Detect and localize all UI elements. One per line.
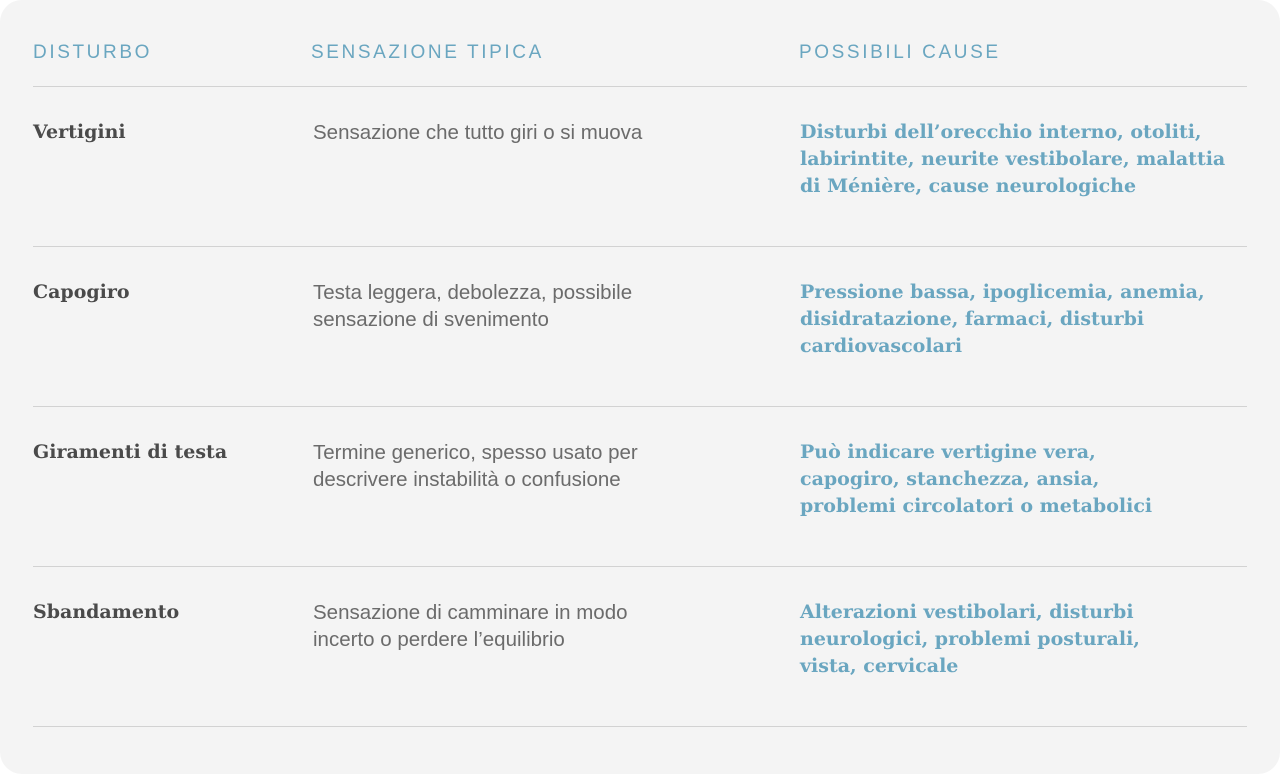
table-header <box>33 0 1247 87</box>
sensazione-line: sensazione di svenimento <box>313 308 549 331</box>
cause-cell <box>800 119 1245 200</box>
cause-line: disidratazione, farmaci, disturbi <box>800 308 1145 330</box>
cause-line: neurologici, problemi posturali, <box>800 628 1140 650</box>
header-cause: POSSIBILI CAUSE <box>799 42 1001 63</box>
header-sensazione: SENSAZIONE TIPICA <box>311 42 544 63</box>
cause-line: problemi circolatori o metabolici <box>800 495 1153 517</box>
cause-line: labirintite, neurite vestibolare, malattia <box>800 148 1226 170</box>
symptoms-table <box>33 0 1247 727</box>
table-row <box>33 247 1247 407</box>
sensazione-line: incerto o perdere l’equilibrio <box>313 628 565 651</box>
header-disturbo: DISTURBO <box>33 42 152 63</box>
cause-line: di Ménière, cause neurologiche <box>800 175 1137 197</box>
sensazione-cell <box>313 279 713 333</box>
cause-line: Disturbi dell’orecchio interno, otoliti, <box>800 121 1202 143</box>
cause-line: cardiovascolari <box>800 335 963 357</box>
sensazione-cell <box>313 599 713 653</box>
sensazione-line: Sensazione che tutto giri o si muova <box>313 121 643 144</box>
cause-cell <box>800 439 1245 520</box>
disturbo-cell: Vertigini <box>33 121 126 143</box>
sensazione-line: descrivere instabilità o confusione <box>313 468 621 491</box>
sensazione-line: Termine generico, spesso usato per <box>313 441 638 464</box>
sensazione-line: Testa leggera, debolezza, possibile <box>313 281 633 304</box>
sensazione-cell <box>313 439 713 493</box>
cause-cell <box>800 279 1245 360</box>
cause-line: Pressione bassa, ipoglicemia, anemia, <box>800 281 1205 303</box>
table-row <box>33 87 1247 247</box>
sensazione-line: Sensazione di camminare in modo <box>313 601 628 624</box>
table-row <box>33 567 1247 727</box>
disturbo-cell: Capogiro <box>33 281 130 303</box>
sensazione-cell <box>313 119 713 146</box>
disturbo-cell: Sbandamento <box>33 601 180 623</box>
cause-line: Può indicare vertigine vera, <box>800 441 1096 463</box>
cause-line: capogiro, stanchezza, ansia, <box>800 468 1100 490</box>
disturbo-cell: Giramenti di testa <box>33 441 228 463</box>
cause-cell <box>800 599 1245 680</box>
cause-line: vista, cervicale <box>800 655 959 677</box>
cause-line: Alterazioni vestibolari, disturbi <box>800 601 1134 623</box>
table-row <box>33 407 1247 567</box>
